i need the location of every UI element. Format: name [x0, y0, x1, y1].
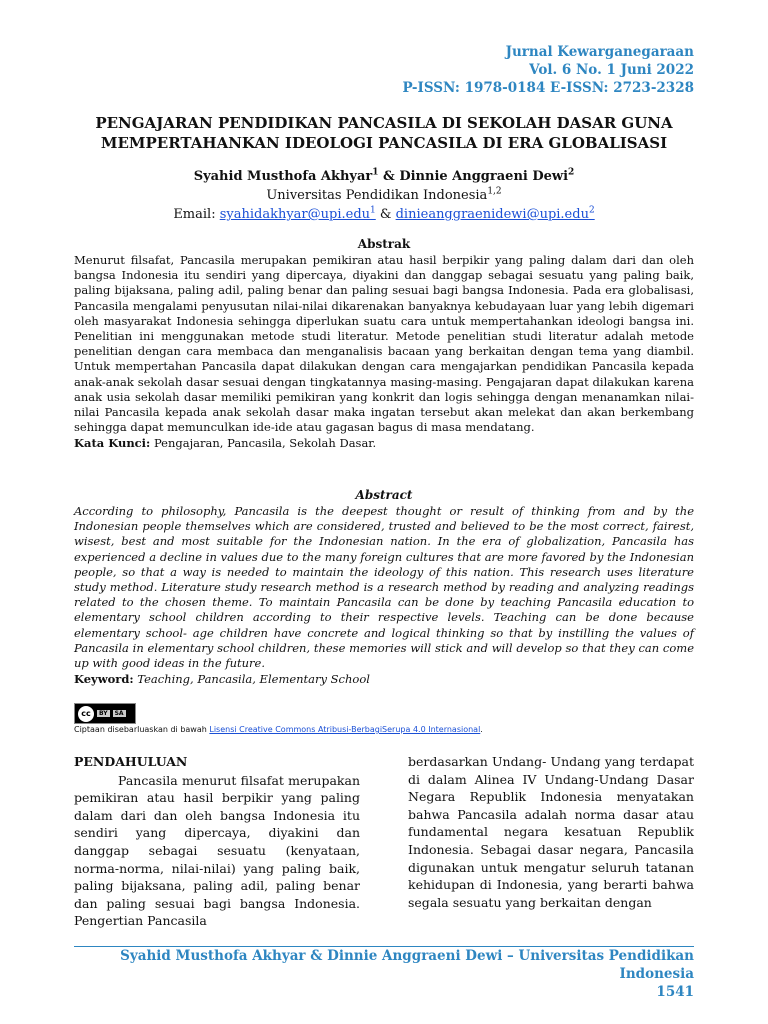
author-names — [74, 167, 694, 186]
page-number: 1541 — [656, 984, 694, 1000]
paper-title — [74, 113, 694, 153]
keyword-value: Teaching, Pancasila, Elementary School — [133, 672, 370, 687]
abstrak-body — [74, 253, 694, 452]
affiliation-text: Universitas Pendidikan Indonesia — [266, 188, 488, 203]
kata-kunci — [74, 436, 694, 451]
email-line — [74, 205, 694, 224]
journal-issn: P-ISSN: 1978-0184 E-ISSN: 2723-2328 — [402, 80, 694, 96]
abstract-body — [74, 504, 694, 687]
affiliation-sup: 1,2 — [487, 186, 502, 197]
title-line-1: PENGAJARAN PENDIDIKAN PANCASILA DI SEKOLAH DASAR GUNA — [95, 114, 673, 132]
intro-paragraph-left: Pancasila menurut filsafat merupakan pemikiran atau hasil berpikir yang paling dalam dari dan oleh bangsa Indonesia itu sendiri yang dipercaya, diyakini dan danggap sebagai sesuatu (kenyataan, norma-norma, nilai-nilai) yang paling baik, paling bijaksana, paling adil, paling benar dan paling sesuai bagi bangsa Indonesia. Pengertian Pancasila — [74, 772, 360, 929]
title-line-2: MEMPERTAHANKAN IDEOLOGI PANCASILA DI ERA GLOBALISASI — [100, 134, 668, 152]
keyword-label: Keyword: — [74, 672, 134, 687]
email-link-1[interactable]: syahidakhyar@upi.edu$^1$ — [219, 205, 376, 222]
kata-kunci-label: Kata Kunci: — [74, 436, 151, 451]
email-label: Email: — [173, 207, 220, 222]
cc-license-badge[interactable] — [74, 703, 136, 724]
email-link-2[interactable]: dinieanggraenidewi@upi.edu$^2$ — [395, 205, 595, 222]
footer-authors: Syahid Musthofa Akhyar & Dinnie Anggraeni Dewi – Universitas Pendidikan Indonesia — [120, 948, 694, 982]
journal-name: Jurnal Kewarganegaraan — [505, 44, 694, 60]
abstrak-text: Menurut filsafat, Pancasila merupakan pemikiran atau hasil berpikir yang paling dalam dari dan oleh bangsa Indonesia itu sendiri yang dipercaya, diyakini dan danggap sebagai sesuatu yang paling baik, paling bijaksana, paling adil, paling benar dan paling sesuai bagi bangsa Indonesia. Pada era globalisasi, Pancasila mengalami penyusutan nilai-nilai dikarenakan banyaknya kebudayaan luar yang lebih digemari oleh masyarakat Indonesia sehingga diperlukan suatu cara untuk mempertahankan ideologi bangsa ini. Penelitian ini menggunakan metode studi literatur. Metode penelitian studi literatur adalah metode penelitian dengan cara membaca dan menganalisis bacaan yang berkaitan dengan tema yang diambil. Untuk mempertahan Pancasila dapat dilakukan dengan cara mengajarkan pendidikan Pancasila kepada anak-anak sekolah dasar sesuai dengan tingkatannya masing-masing. Pengajaran dapat dilakukan karena anak usia sekolah dasar memiliki pemikiran yang konkrit dan logis sehingga dengan menanamkan nilai-nilai Pancasila kepada anak sekolah dasar maka ingatan tersebut akan melekat dan akan berkembang sehingga dapat memunculkan ide-ide atau gagasan bagus di masa mendatang. — [74, 253, 694, 435]
license-prefix: Ciptaan disebarluaskan di bawah — [74, 725, 210, 734]
license-link[interactable]: Lisensi Creative Commons Atribusi-BerbagiSerupa 4.0 Internasional — [209, 725, 481, 734]
email-connector: & — [375, 207, 396, 222]
body-column-right — [408, 753, 694, 911]
cc-sa-label: SA — [114, 710, 124, 717]
license-suffix: . — [480, 725, 483, 734]
author-1-sup: 1 — [372, 167, 379, 178]
section-heading: PENDAHULUAN — [74, 754, 188, 769]
affiliation — [74, 186, 694, 205]
cc-logo-icon: cc — [78, 706, 94, 722]
abstract-text: According to philosophy, Pancasila is the deepest thought or result of thinking from and by the Indonesian people themselves which are considered, trusted and believed to be the most correct, fairest, wisest, best and most suitable for the Indonesian nation. In the era of globalization, Pancasila has experienced a decline in values due to the many foreign cultures that are more favored by the Indonesian people, so that a way is needed to maintain the ideology of this nation. This research uses literature study method. Literature study research method is a research method by reading and analyzing readings related to the chosen theme. To maintain Pancasila can be done by teaching Pancasila education to elementary school children according to their respective levels. Teaching can be done because elementary school- age children have concrete and logical thinking so that by instilling the values of Pancasila in elementary school children, these memories will stick and will develop so that they can come up with good ideas in the future. — [74, 504, 694, 671]
abstrak-heading: Abstrak — [357, 237, 411, 251]
keyword — [74, 672, 694, 687]
kata-kunci-value: Pengajaran, Pancasila, Sekolah Dasar. — [150, 436, 377, 451]
body-column-left — [74, 753, 360, 930]
license-text — [74, 725, 483, 734]
author-2: Dinnie Anggraeni Dewi — [399, 169, 569, 184]
intro-paragraph-right: berdasarkan Undang- Undang yang terdapat di dalam Alinea IV Undang-Undang Dasar Negara Republik Indonesia menyatakan bahwa Pancasila adalah norma dasar atau fundamental negara kesatuan Republik Indonesia. Sebagai dasar negara, Pancasila digunakan untuk mengatur seluruh tatanan kehidupan di Indonesia, yang berarti bahwa segala sesuatu yang berkaitan dengan — [408, 754, 694, 910]
author-connector: & — [378, 169, 400, 184]
page-footer — [74, 947, 694, 1001]
journal-volume: Vol. 6 No. 1 Juni 2022 — [529, 62, 694, 78]
cc-by-label: BY — [99, 710, 108, 717]
abstract-heading: Abstract — [355, 488, 413, 502]
author-2-sup: 2 — [568, 167, 575, 178]
author-block — [74, 167, 694, 224]
journal-header — [403, 43, 694, 97]
author-1: Syahid Musthofa Akhyar — [193, 169, 373, 184]
